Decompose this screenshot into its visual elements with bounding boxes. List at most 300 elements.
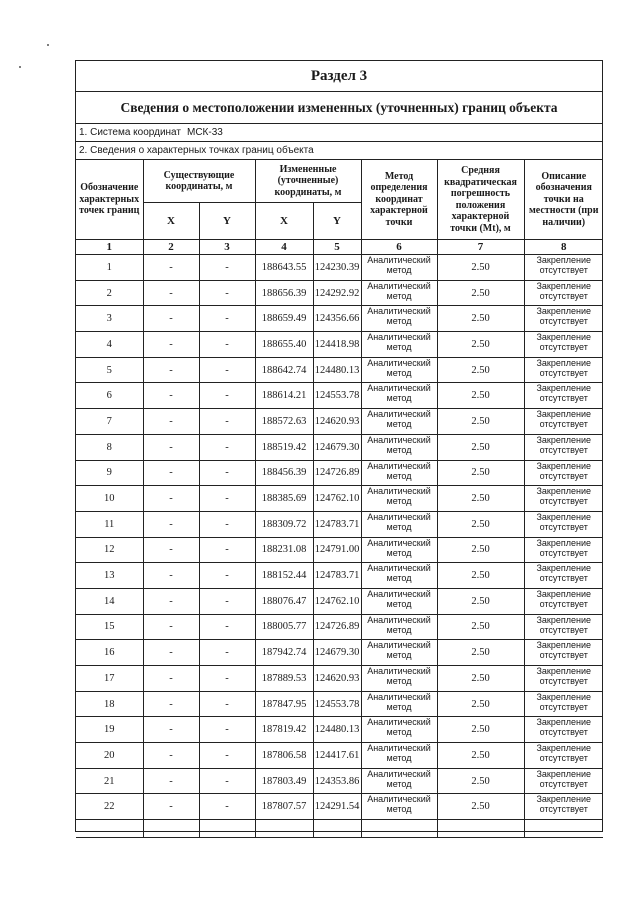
point-number: 11 (76, 511, 143, 537)
header-existing: Существующие координаты, м (143, 160, 255, 203)
changed-x: 188572.63 (255, 409, 313, 435)
description-line-1: Закрепление (536, 743, 592, 754)
changed-x: 187819.42 (255, 717, 313, 743)
changed-x: 187942.74 (255, 640, 313, 666)
table-row (76, 588, 603, 614)
existing-x: - (143, 511, 199, 537)
changed-x: 188152.44 (255, 563, 313, 589)
changed-y: 124418.98 (313, 332, 361, 358)
header-changed-x: X (255, 203, 313, 240)
existing-y: - (199, 614, 255, 640)
column-number: 3 (199, 240, 255, 255)
changed-x: 188655.40 (255, 332, 313, 358)
changed-y: 124762.10 (313, 486, 361, 512)
error-value: 2.50 (437, 409, 524, 435)
existing-x: - (143, 332, 199, 358)
existing-x: - (143, 537, 199, 563)
description-cell (524, 768, 603, 794)
changed-x: 188659.49 (255, 306, 313, 332)
method-line-2: метод (386, 650, 412, 661)
error-value: 2.50 (437, 434, 524, 460)
method-line-1: Аналитический (367, 640, 431, 651)
error-value: 2.50 (437, 511, 524, 537)
column-number: 6 (361, 240, 437, 255)
existing-y: - (199, 691, 255, 717)
method-line-2: метод (386, 598, 412, 609)
method-cell (361, 537, 437, 563)
existing-x: - (143, 383, 199, 409)
point-number: 18 (76, 691, 143, 717)
header-existing-y: Y (199, 203, 255, 240)
table-row (76, 563, 603, 589)
column-number: 2 (143, 240, 199, 255)
changed-y: 124726.89 (313, 460, 361, 486)
point-number: 3 (76, 306, 143, 332)
existing-y: - (199, 768, 255, 794)
method-line-1: Аналитический (367, 717, 431, 728)
description-line-1: Закрепление (536, 306, 592, 317)
description-line-1: Закрепление (536, 614, 592, 625)
description-line-2: отсутствует (539, 470, 588, 481)
error-value: 2.50 (437, 666, 524, 692)
changed-y: 124679.30 (313, 640, 361, 666)
changed-y: 124417.61 (313, 743, 361, 769)
existing-x: - (143, 743, 199, 769)
point-number: 15 (76, 614, 143, 640)
error-value: 2.50 (437, 691, 524, 717)
changed-y: 124553.78 (313, 691, 361, 717)
description-cell (524, 563, 603, 589)
existing-y: - (199, 306, 255, 332)
description-cell (524, 614, 603, 640)
existing-y: - (199, 537, 255, 563)
existing-y: - (199, 255, 255, 281)
changed-x: 188642.74 (255, 357, 313, 383)
table-row (76, 614, 603, 640)
table-row (76, 537, 603, 563)
existing-y: - (199, 383, 255, 409)
method-line-1: Аналитический (367, 537, 431, 548)
table-row (76, 383, 603, 409)
description-cell (524, 511, 603, 537)
description-line-2: отсутствует (539, 624, 588, 635)
header-designation: Обозначение характерных точек границ (76, 160, 143, 240)
method-cell (361, 563, 437, 589)
point-number: 21 (76, 768, 143, 794)
point-number: 6 (76, 383, 143, 409)
point-number: 20 (76, 743, 143, 769)
point-number: 14 (76, 588, 143, 614)
existing-y: - (199, 511, 255, 537)
description-line-1: Закрепление (536, 691, 592, 702)
description-line-2: отсутствует (539, 727, 588, 738)
changed-x: 188656.39 (255, 280, 313, 306)
changed-y: 124356.66 (313, 306, 361, 332)
existing-x: - (143, 666, 199, 692)
changed-x: 188643.55 (255, 255, 313, 281)
description-cell (524, 486, 603, 512)
changed-x: 188076.47 (255, 588, 313, 614)
point-number: 1 (76, 255, 143, 281)
points-table (76, 160, 603, 838)
method-line-2: метод (386, 778, 412, 789)
existing-y: - (199, 460, 255, 486)
column-numbers-row (76, 240, 603, 255)
description-line-1: Закрепление (536, 666, 592, 676)
error-value: 2.50 (437, 794, 524, 820)
scan-speck (47, 44, 49, 46)
description-cell (524, 357, 603, 383)
method-cell (361, 280, 437, 306)
existing-x: - (143, 640, 199, 666)
description-line-2: отсутствует (539, 547, 588, 558)
changed-y: 124679.30 (313, 434, 361, 460)
existing-y: - (199, 280, 255, 306)
method-line-1: Аналитический (367, 614, 431, 625)
column-number: 4 (255, 240, 313, 255)
method-cell (361, 768, 437, 794)
method-cell (361, 743, 437, 769)
coordinate-system-line (76, 124, 602, 142)
point-number: 5 (76, 357, 143, 383)
method-line-1: Аналитический (367, 691, 431, 702)
changed-y: 124783.71 (313, 511, 361, 537)
existing-x: - (143, 691, 199, 717)
method-line-1: Аналитический (367, 486, 431, 497)
changed-x: 187847.95 (255, 691, 313, 717)
table-row (76, 255, 603, 281)
existing-x: - (143, 486, 199, 512)
error-value: 2.50 (437, 743, 524, 769)
existing-y: - (199, 666, 255, 692)
method-line-1: Аналитический (367, 383, 431, 394)
changed-y: 124791.00 (313, 537, 361, 563)
table-row (76, 434, 603, 460)
method-line-2: метод (386, 444, 412, 455)
changed-x: 188614.21 (255, 383, 313, 409)
description-line-1: Закрепление (536, 486, 592, 497)
method-cell (361, 383, 437, 409)
existing-y: - (199, 409, 255, 435)
description-line-1: Закрепление (536, 383, 592, 394)
existing-y: - (199, 743, 255, 769)
description-line-2: отсутствует (539, 753, 588, 764)
error-value: 2.50 (437, 357, 524, 383)
changed-y: 124292.92 (313, 280, 361, 306)
table-row (76, 332, 603, 358)
existing-y: - (199, 717, 255, 743)
existing-x: - (143, 768, 199, 794)
coordinate-system-value: МСК-33 (186, 127, 223, 138)
changed-y: 124783.71 (313, 563, 361, 589)
description-line-2: отсутствует (539, 367, 588, 378)
existing-x: - (143, 563, 199, 589)
changed-y: 124553.78 (313, 383, 361, 409)
table-row (76, 717, 603, 743)
method-cell (361, 486, 437, 512)
description-cell (524, 691, 603, 717)
method-line-1: Аналитический (367, 280, 431, 291)
point-number: 17 (76, 666, 143, 692)
header-error: Средняя квадратическая погрешность положения характерной точки (Mt), м (437, 160, 524, 240)
error-value: 2.50 (437, 486, 524, 512)
existing-x: - (143, 614, 199, 640)
points-caption: 2. Сведения о характерных точках границ объекта (76, 142, 602, 160)
changed-x: 187889.53 (255, 666, 313, 692)
description-line-1: Закрепление (536, 255, 592, 265)
description-cell (524, 409, 603, 435)
method-cell (361, 614, 437, 640)
table-row (76, 357, 603, 383)
description-line-2: отсутствует (539, 496, 588, 507)
description-line-1: Закрепление (536, 280, 592, 291)
changed-x: 187807.57 (255, 794, 313, 820)
method-line-2: метод (386, 547, 412, 558)
error-value: 2.50 (437, 332, 524, 358)
point-number: 2 (76, 280, 143, 306)
column-number: 5 (313, 240, 361, 255)
description-cell (524, 743, 603, 769)
method-line-2: метод (386, 290, 412, 301)
method-line-1: Аналитический (367, 434, 431, 445)
existing-x: - (143, 434, 199, 460)
existing-y: - (199, 794, 255, 820)
error-value: 2.50 (437, 588, 524, 614)
error-value: 2.50 (437, 717, 524, 743)
table-row (76, 666, 603, 692)
table-row (76, 743, 603, 769)
existing-y: - (199, 640, 255, 666)
description-line-1: Закрепление (536, 409, 592, 420)
description-line-1: Закрепление (536, 537, 592, 548)
error-value: 2.50 (437, 280, 524, 306)
header-changed: Измененные (уточненные) координаты, м (255, 160, 361, 203)
method-cell (361, 357, 437, 383)
table-row (76, 794, 603, 820)
section-title: Раздел 3 (76, 61, 602, 92)
method-cell (361, 460, 437, 486)
section-subtitle: Сведения о местоположении измененных (уточненных) границ объекта (76, 92, 602, 124)
existing-x: - (143, 357, 199, 383)
method-cell (361, 640, 437, 666)
point-number: 10 (76, 486, 143, 512)
changed-x: 188231.08 (255, 537, 313, 563)
method-line-1: Аналитический (367, 768, 431, 779)
method-line-1: Аналитический (367, 511, 431, 522)
existing-y: - (199, 588, 255, 614)
point-number: 19 (76, 717, 143, 743)
method-line-2: метод (386, 496, 412, 507)
existing-y: - (199, 434, 255, 460)
description-line-1: Закрепление (536, 357, 592, 368)
existing-y: - (199, 486, 255, 512)
existing-x: - (143, 794, 199, 820)
existing-x: - (143, 717, 199, 743)
description-line-2: отсутствует (539, 444, 588, 455)
changed-y: 124230.39 (313, 255, 361, 281)
method-cell (361, 255, 437, 281)
description-line-1: Закрепление (536, 794, 592, 805)
description-cell (524, 255, 603, 281)
point-number: 22 (76, 794, 143, 820)
point-number: 12 (76, 537, 143, 563)
method-cell (361, 794, 437, 820)
method-line-2: метод (386, 624, 412, 635)
method-cell (361, 717, 437, 743)
description-line-1: Закрепление (536, 717, 592, 728)
point-number: 8 (76, 434, 143, 460)
description-line-1: Закрепление (536, 434, 592, 445)
method-line-1: Аналитический (367, 306, 431, 317)
scan-speck (19, 66, 21, 68)
existing-x: - (143, 306, 199, 332)
description-line-2: отсутствует (539, 804, 588, 815)
method-cell (361, 434, 437, 460)
method-cell (361, 511, 437, 537)
description-cell (524, 588, 603, 614)
table-row (76, 640, 603, 666)
method-line-2: метод (386, 316, 412, 327)
method-line-2: метод (386, 470, 412, 481)
changed-x: 187806.58 (255, 743, 313, 769)
header-method: Метод определения координат характерной точки (361, 160, 437, 240)
method-line-1: Аналитический (367, 794, 431, 805)
description-cell (524, 717, 603, 743)
header-changed-y: Y (313, 203, 361, 240)
method-line-2: метод (386, 419, 412, 430)
method-line-2: метод (386, 753, 412, 764)
description-line-2: отсутствует (539, 598, 588, 609)
method-line-2: метод (386, 342, 412, 353)
description-line-1: Закрепление (536, 588, 592, 599)
error-value: 2.50 (437, 614, 524, 640)
changed-y: 124480.13 (313, 717, 361, 743)
coordinate-system-label: 1. Система координат (79, 127, 181, 138)
description-line-2: отсутствует (539, 650, 588, 661)
header-description: Описание обозначения точки на местности (при наличии) (524, 160, 603, 240)
table-row (76, 486, 603, 512)
existing-y: - (199, 332, 255, 358)
description-line-2: отсутствует (539, 393, 588, 404)
method-line-2: метод (386, 804, 412, 815)
description-line-2: отсутствует (539, 778, 588, 789)
method-line-1: Аналитический (367, 666, 431, 676)
error-value: 2.50 (437, 383, 524, 409)
error-value: 2.50 (437, 537, 524, 563)
method-cell (361, 691, 437, 717)
changed-x: 188456.39 (255, 460, 313, 486)
error-value: 2.50 (437, 255, 524, 281)
header-existing-x: X (143, 203, 199, 240)
description-cell (524, 666, 603, 692)
table-row (76, 691, 603, 717)
table-row (76, 768, 603, 794)
section-frame (75, 60, 603, 832)
existing-x: - (143, 280, 199, 306)
changed-y: 124620.93 (313, 409, 361, 435)
error-value: 2.50 (437, 768, 524, 794)
description-line-1: Закрепление (536, 563, 592, 574)
empty-row (76, 820, 603, 838)
error-value: 2.50 (437, 640, 524, 666)
description-cell (524, 383, 603, 409)
table-row (76, 511, 603, 537)
method-line-1: Аналитический (367, 460, 431, 471)
method-line-2: метод (386, 367, 412, 378)
description-line-1: Закрепление (536, 640, 592, 651)
method-line-1: Аналитический (367, 357, 431, 368)
description-line-2: отсутствует (539, 676, 588, 686)
description-line-2: отсутствует (539, 290, 588, 301)
existing-x: - (143, 409, 199, 435)
table-row (76, 409, 603, 435)
changed-y: 124762.10 (313, 588, 361, 614)
description-line-2: отсутствует (539, 521, 588, 532)
description-line-2: отсутствует (539, 316, 588, 327)
existing-x: - (143, 588, 199, 614)
changed-x: 188519.42 (255, 434, 313, 460)
description-cell (524, 537, 603, 563)
description-line-1: Закрепление (536, 460, 592, 471)
changed-y: 124291.54 (313, 794, 361, 820)
method-cell (361, 666, 437, 692)
method-line-1: Аналитический (367, 743, 431, 754)
error-value: 2.50 (437, 306, 524, 332)
changed-y: 124620.93 (313, 666, 361, 692)
description-line-2: отсутствует (539, 265, 588, 275)
point-number: 7 (76, 409, 143, 435)
point-number: 13 (76, 563, 143, 589)
description-line-2: отсутствует (539, 573, 588, 584)
changed-x: 188385.69 (255, 486, 313, 512)
method-line-1: Аналитический (367, 563, 431, 574)
method-line-2: метод (386, 573, 412, 584)
description-cell (524, 460, 603, 486)
changed-x: 187803.49 (255, 768, 313, 794)
point-number: 4 (76, 332, 143, 358)
description-cell (524, 434, 603, 460)
method-line-2: метод (386, 521, 412, 532)
description-line-2: отсутствует (539, 419, 588, 430)
column-number: 8 (524, 240, 603, 255)
description-cell (524, 306, 603, 332)
point-number: 16 (76, 640, 143, 666)
method-line-2: метод (386, 265, 412, 275)
method-cell (361, 332, 437, 358)
table-row (76, 306, 603, 332)
method-line-2: метод (386, 701, 412, 712)
table-row (76, 280, 603, 306)
description-line-1: Закрепление (536, 768, 592, 779)
method-line-2: метод (386, 676, 412, 686)
error-value: 2.50 (437, 460, 524, 486)
column-number: 7 (437, 240, 524, 255)
method-cell (361, 588, 437, 614)
method-line-1: Аналитический (367, 409, 431, 420)
method-line-2: метод (386, 727, 412, 738)
description-line-1: Закрепление (536, 511, 592, 522)
description-line-2: отсутствует (539, 342, 588, 353)
description-cell (524, 332, 603, 358)
column-number: 1 (76, 240, 143, 255)
method-cell (361, 306, 437, 332)
description-cell (524, 640, 603, 666)
changed-y: 124726.89 (313, 614, 361, 640)
description-cell (524, 280, 603, 306)
existing-y: - (199, 357, 255, 383)
description-line-2: отсутствует (539, 701, 588, 712)
method-line-1: Аналитический (367, 588, 431, 599)
